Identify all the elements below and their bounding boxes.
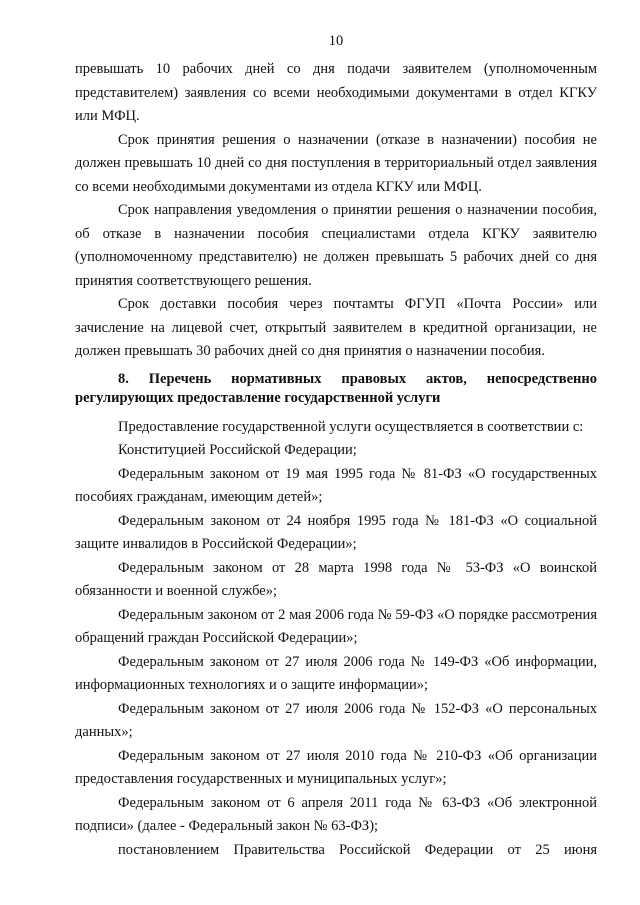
legal-act-item: Федеральным законом от 24 ноября 1995 года № 181-ФЗ «О социальной защите инвалидов в Российской Федерации»;	[75, 512, 597, 552]
legal-act-item: Федеральным законом от 6 апреля 2011 года № 63-ФЗ «Об электронной подписи» (далее - Федеральный закон № 63-ФЗ);	[75, 794, 597, 834]
document-page	[75, 0, 597, 862]
legal-act-item: Федеральным законом от 27 июля 2006 года № 149-ФЗ «Об информации, информационных технологиях и о защите информации»;	[75, 653, 597, 693]
legal-act-item: Федеральным законом от 27 июля 2010 года № 210-ФЗ «Об организации предоставления государственных и муниципальных услуг»;	[75, 747, 597, 787]
legal-act-item: Конституцией Российской Федерации;	[118, 442, 357, 458]
legal-act-item: постановлением Правительства Российской Федерации от 25 июня	[118, 841, 597, 858]
paragraph-term-submission: превышать 10 рабочих дней со дня подачи заявителем (уполномоченным представителем) заявления со всеми необходимыми документами в отдел КГКУ или МФЦ.	[75, 61, 597, 124]
legal-act-item: Федеральным законом от 28 марта 1998 года № 53-ФЗ «О воинской обязанности и военной службе»;	[75, 559, 597, 599]
section-heading: 8. Перечень нормативных правовых актов, непосредственно регулирующих предоставление государственной услуги	[75, 370, 597, 406]
paragraph-term-decision: Срок принятия решения о назначении (отказе в назначении) пособия не должен превышать 10 дней со дня поступления в территориальный отдел заявления со всеми необходимыми документами из отдела КГКУ или МФЦ.	[75, 131, 597, 195]
page-number: 10	[328, 33, 344, 49]
paragraph-term-delivery: Срок доставки пособия через почтамты ФГУП «Почта России» или зачисление на лицевой счет, открытый заявителем в кредитной организации, не должен превышать 30 рабочих дней со дня принятия о назначении пособия.	[75, 296, 597, 359]
legal-act-item: Федеральным законом от 19 мая 1995 года № 81-ФЗ «О государственных пособиях гражданам, имеющим детей»;	[75, 465, 597, 505]
paragraph-intro: Предоставление государственной услуги осуществляется в соответствии с:	[118, 418, 584, 435]
paragraph-term-notification: Срок направления уведомления о принятии решения о назначении пособия, об отказе в назначении пособия специалистами отдела КГКУ заявителю (уполномоченному представителю) не должен превышать 5 рабочих дней со дня принятия соответствующего решения.	[75, 202, 597, 289]
legal-act-item: Федеральным законом от 2 мая 2006 года № 59-ФЗ «О порядке рассмотрения обращений граждан Российской Федерации»;	[75, 606, 597, 646]
legal-act-item: Федеральным законом от 27 июля 2006 года № 152-ФЗ «О персональных данных»;	[75, 700, 597, 740]
